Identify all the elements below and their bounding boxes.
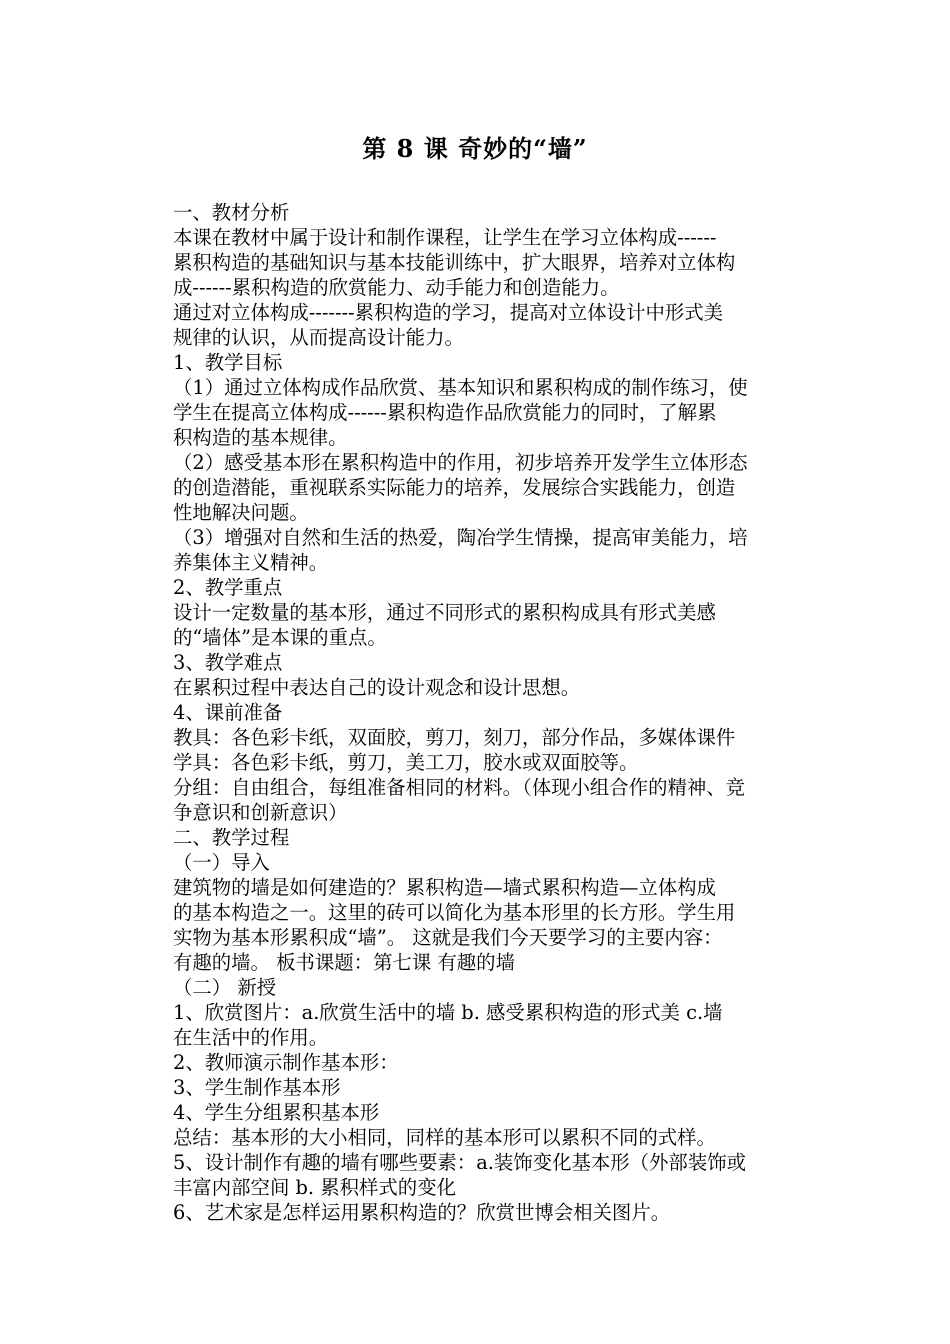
text-line: 1、教学目标 [173,351,283,374]
text-line: 4、学生分组累积基本形 [173,1101,380,1124]
text-line: 规律的认识，从而提高设计能力。 [173,326,464,349]
text-line: 累积构造的基础知识与基本技能训练中，扩大眼界，培养对立体构 [173,251,736,274]
text-line: 本课在教材中属于设计和制作课程，让学生在学习立体构成------ [173,226,717,249]
text-line: 6、艺术家是怎样运用累积构造的？欣赏世博会相关图片。 [173,1201,671,1224]
text-line: 学生在提高立体构成------累积构造作品欣赏能力的同时，了解累 [173,401,717,424]
text-line: 2、教师演示制作基本形： [173,1051,399,1074]
text-line: 在累积过程中表达自己的设计观念和设计思想。 [173,676,581,699]
text-line: 的基本构造之一。这里的砖可以简化为基本形里的长方形。学生用 [173,901,736,924]
text-line: 实物为基本形累积成“墙”。 这就是我们今天要学习的主要内容： [173,926,723,949]
text-line: 教具：各色彩卡纸，双面胶，剪刀，刻刀，部分作品，多媒体课件 [173,726,736,749]
text-line: 1、欣赏图片：a.欣赏生活中的墙 b. 感受累积构造的形式美 c.墙 [173,1001,723,1024]
text-line: 二、教学过程 [173,826,290,849]
text-line: 丰富内部空间 b. 累积样式的变化 [173,1176,456,1199]
text-line: （一）导入 [173,851,270,874]
text-line: 争意识和创新意识） [173,801,348,824]
text-line: 3、学生制作基本形 [173,1076,341,1099]
text-line: 通过对立体构成-------累积构造的学习，提高对立体设计中形式美 [173,301,724,324]
text-line: 建筑物的墙是如何建造的？累积构造—墙式累积构造—立体构成 [173,876,716,899]
text-line: （2）感受基本形在累积构造中的作用，初步培养开发学生立体形态 [173,451,748,474]
text-line: 一、教材分析 [173,201,290,224]
text-line: 分组：自由组合，每组准备相同的材料。（体现小组合作的精神、竞 [173,776,746,799]
text-line: 有趣的墙。 板书课题：第七课 有趣的墙 [173,951,515,974]
text-line: 设计一定数量的基本形，通过不同形式的累积构成具有形式美感 [173,601,716,624]
text-line: 性地解决问题。 [173,501,309,524]
text-line: （3）增强对自然和生活的热爱，陶冶学生情操，提高审美能力，培 [173,526,748,549]
text-line: 养集体主义精神。 [173,551,329,574]
text-line: 在生活中的作用。 [173,1026,329,1049]
text-line: （1）通过立体构成作品欣赏、基本知识和累积构成的制作练习，使 [173,376,748,399]
text-line: 成------累积构造的欣赏能力、动手能力和创造能力。 [173,276,620,299]
text-line: 学具：各色彩卡纸，剪刀，美工刀，胶水或双面胶等。 [173,751,639,774]
text-line: 总结：基本形的大小相同，同样的基本形可以累积不同的式样。 [173,1126,716,1149]
document-title: 第 8 课 奇妙的“墙” [362,134,588,163]
text-line: （二） 新授 [173,976,277,999]
text-line: 的创造潜能，重视联系实际能力的培养，发展综合实践能力，创造 [173,476,736,499]
text-line: 5、设计制作有趣的墙有哪些要素：a.装饰变化基本形（外部装饰或 [173,1151,746,1174]
text-line: 3、教学难点 [173,651,283,674]
text-line: 4、课前准备 [173,701,283,724]
text-line: 2、教学重点 [173,576,283,599]
text-line: 积构造的基本规律。 [173,426,348,449]
text-line: 的“墙体”是本课的重点。 [173,626,387,649]
document-body [173,200,813,1225]
